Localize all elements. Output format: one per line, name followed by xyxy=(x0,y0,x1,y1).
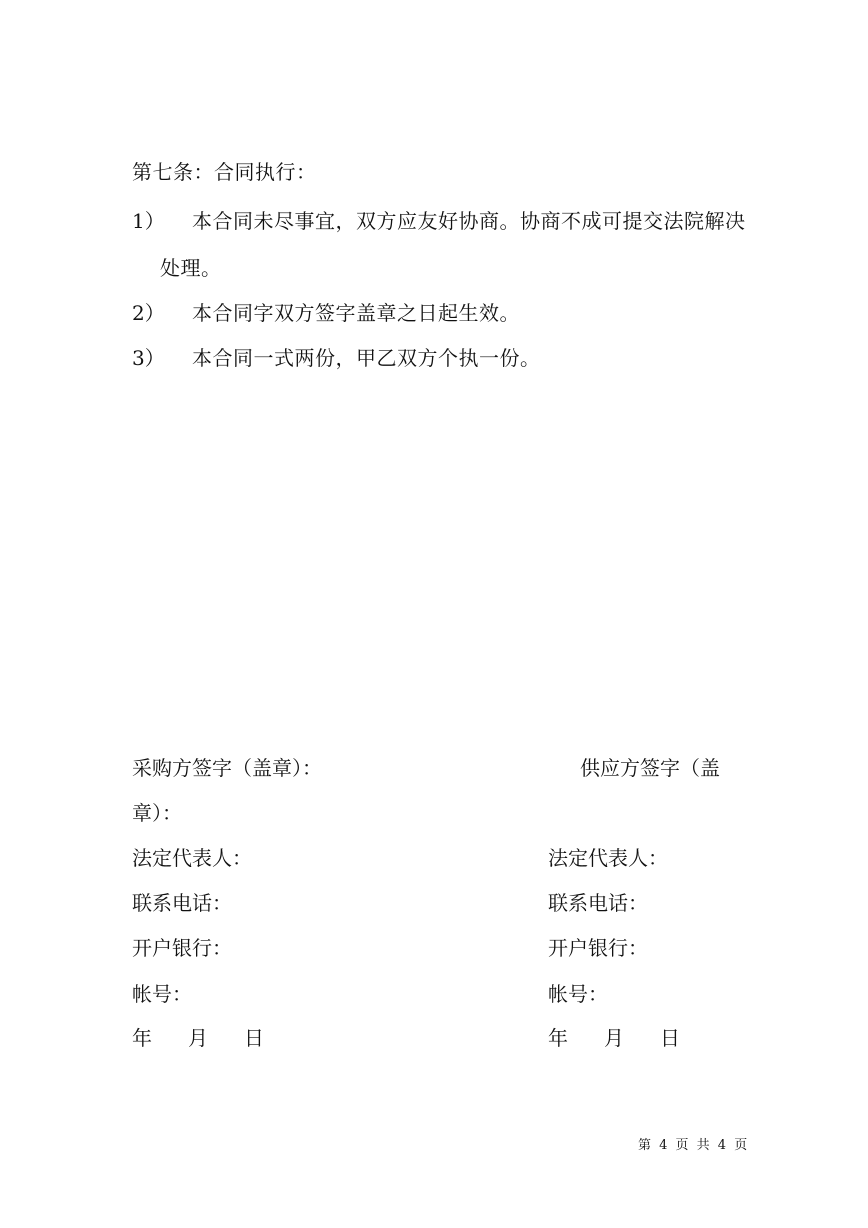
buyer-legal-rep-label: 法定代表人： xyxy=(132,846,252,870)
item-text-3: 本合同一式两份，甲乙双方个执一份。 xyxy=(192,346,541,370)
buyer-date-day: 日 xyxy=(244,1026,264,1050)
supplier-date-month: 月 xyxy=(604,1026,624,1050)
supplier-signature-label: 供应方签字（盖 xyxy=(580,756,720,780)
item-number-3: 3） xyxy=(132,346,165,370)
supplier-phone-label: 联系电话： xyxy=(548,891,648,915)
buyer-date xyxy=(132,1026,264,1050)
buyer-phone-label: 联系电话： xyxy=(132,891,232,915)
supplier-account-label: 帐号： xyxy=(548,982,608,1006)
buyer-date-month: 月 xyxy=(188,1026,208,1050)
item-number-2: 2） xyxy=(132,301,165,325)
supplier-date-year: 年 xyxy=(548,1026,568,1050)
item-text-2: 本合同字双方签字盖章之日起生效。 xyxy=(192,301,520,325)
page-number-footer: 第 4 页 共 4 页 xyxy=(638,1138,748,1153)
supplier-legal-rep-label: 法定代表人： xyxy=(548,846,668,870)
buyer-account-label: 帐号： xyxy=(132,982,192,1006)
article-heading: 第七条：合同执行： xyxy=(132,160,317,184)
buyer-signature-label: 采购方签字（盖章）： xyxy=(132,756,322,780)
buyer-date-year: 年 xyxy=(132,1026,152,1050)
supplier-signature-label-continued: 章）： xyxy=(132,801,182,825)
supplier-date-day: 日 xyxy=(660,1026,680,1050)
buyer-bank-label: 开户银行： xyxy=(132,936,232,960)
supplier-date xyxy=(548,1026,680,1050)
item-number-1: 1） xyxy=(132,209,165,233)
supplier-bank-label: 开户银行： xyxy=(548,936,648,960)
item-text-1-continued: 处理。 xyxy=(160,256,222,280)
item-text-1: 本合同未尽事宜，双方应友好协商。协商不成可提交法院解决 xyxy=(192,209,746,233)
